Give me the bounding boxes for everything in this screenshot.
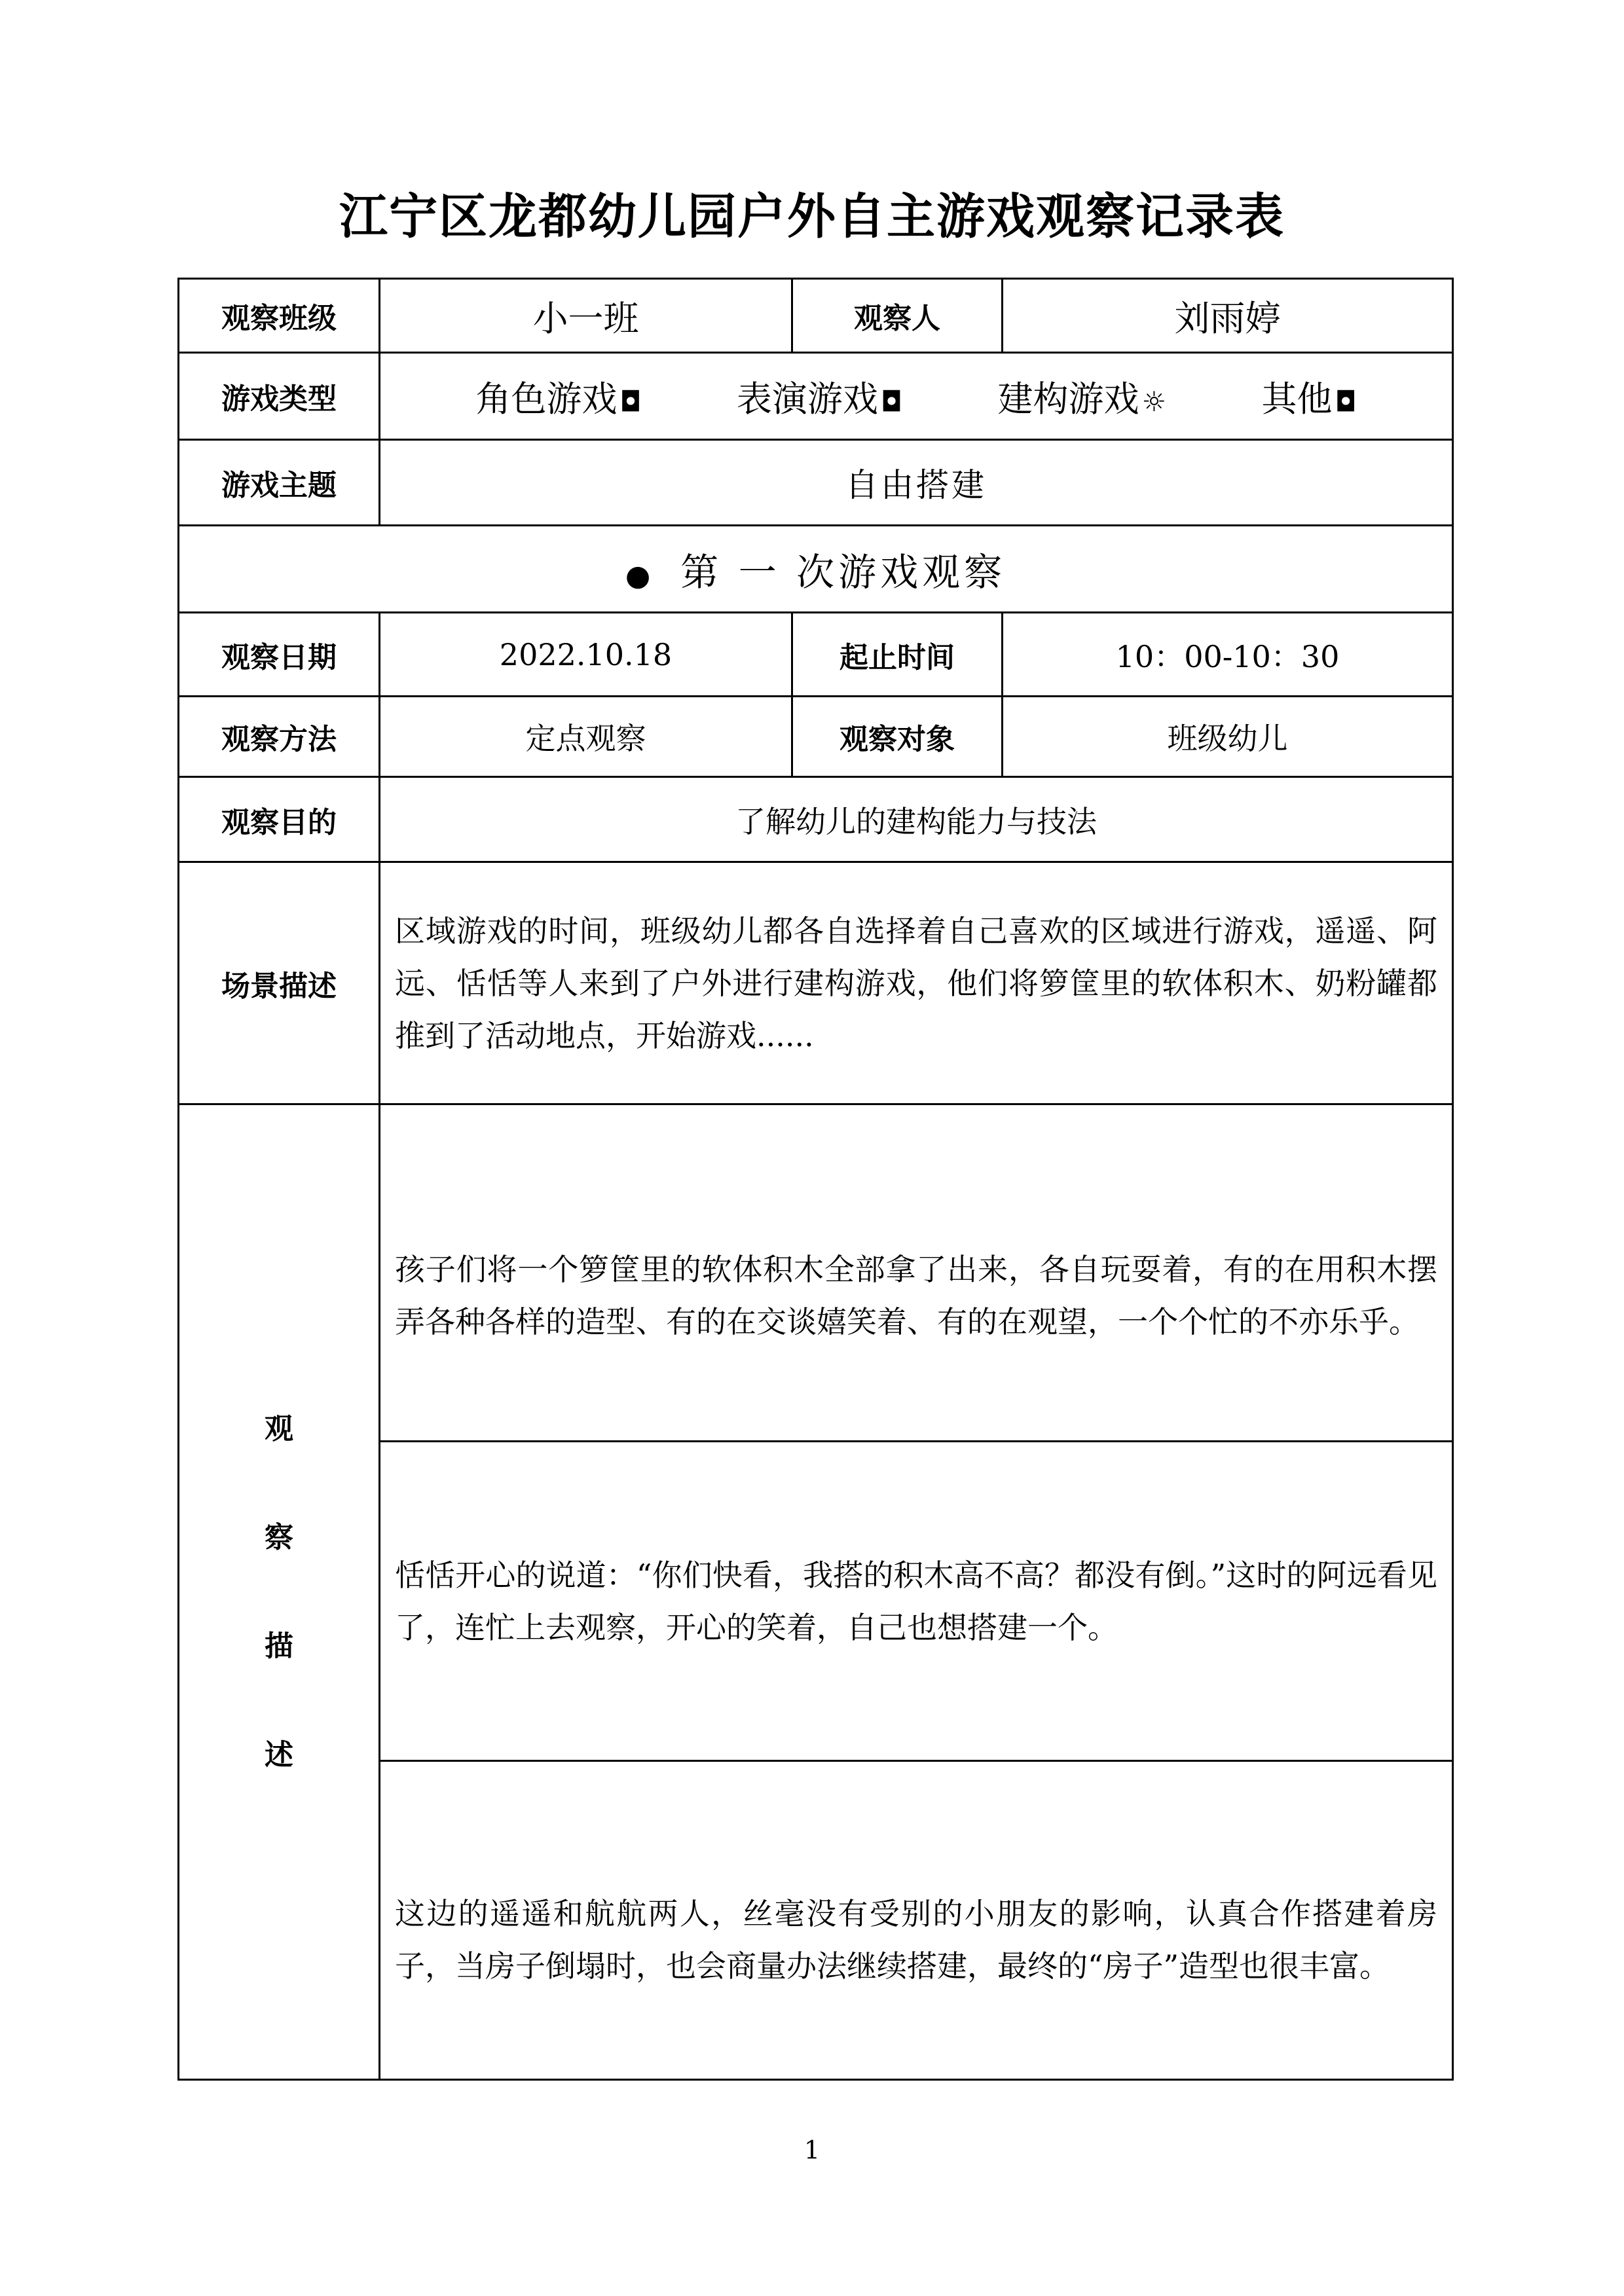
option-other: 其他◘ — [1261, 378, 1357, 420]
game-type-options — [380, 353, 1453, 440]
row-scene — [179, 862, 1453, 1104]
bullet-icon: ● — [625, 559, 655, 592]
observation-form — [177, 278, 1454, 2081]
checkbox-mark-icon: ◘ — [619, 385, 642, 418]
theme-label: 游戏主题 — [179, 440, 380, 526]
observation-label: 观 察 描 述 — [179, 1104, 380, 2080]
observation-paragraph-3: 这边的遥遥和航航两人，丝毫没有受别的小朋友的影响，认真合作搭建着房子，当房子倒塌时，也会商量办法继续搭建，最终的“房子”造型也很丰富。 — [380, 1761, 1453, 2080]
checkbox-mark-icon: ◘ — [1335, 385, 1357, 418]
row-date — [179, 613, 1453, 697]
date-value: 2022.10.18 — [380, 613, 792, 697]
time-label: 起止时间 — [792, 613, 1003, 697]
section-title: 第 一 次游戏观察 — [680, 550, 1006, 594]
time-value: 10：00-10：30 — [1003, 613, 1453, 697]
checkbox-mark-icon: ◘ — [880, 385, 903, 418]
row-purpose — [179, 777, 1453, 862]
row-game-type — [179, 353, 1453, 440]
option-construction: 建构游戏☼ — [997, 378, 1167, 420]
page-title: 江宁区龙都幼儿园户外自主游戏观察记录表 — [339, 189, 1285, 245]
date-label: 观察日期 — [179, 613, 380, 697]
method-value: 定点观察 — [380, 697, 792, 777]
class-label: 观察班级 — [179, 279, 380, 353]
observation-paragraph-1: 孩子们将一个箩筐里的软体积木全部拿了出来，各自玩耍着，有的在用积木摆弄各种各样的造型、有的在交谈嬉笑着、有的在观望，一个个忙的不亦乐乎。 — [380, 1104, 1453, 1442]
option-performance: 表演游戏◘ — [736, 378, 903, 420]
game-type-label: 游戏类型 — [179, 353, 380, 440]
row-class — [179, 279, 1453, 353]
method-label: 观察方法 — [179, 697, 380, 777]
scene-description: 区域游戏的时间，班级幼儿都各自选择着自己喜欢的区域进行游戏，遥遥、阿远、恬恬等人来到了户外进行建构游戏，他们将箩筐里的软体积木、奶粉罐都推到了活动地点，开始游戏...... — [380, 862, 1453, 1104]
option-role-play: 角色游戏◘ — [475, 378, 642, 420]
purpose-value: 了解幼儿的建构能力与技法 — [380, 777, 1453, 862]
row-theme — [179, 440, 1453, 526]
scene-label: 场景描述 — [179, 862, 380, 1104]
purpose-label: 观察目的 — [179, 777, 380, 862]
class-value: 小一班 — [380, 279, 792, 353]
row-observation-1 — [179, 1104, 1453, 1442]
theme-value: 自由搭建 — [380, 440, 1453, 526]
observer-label: 观察人 — [792, 279, 1003, 353]
sun-mark-icon: ☼ — [1141, 385, 1167, 418]
row-method — [179, 697, 1453, 777]
observer-value: 刘雨婷 — [1003, 279, 1453, 353]
page-number: 1 — [803, 2136, 821, 2164]
row-section-header — [179, 526, 1453, 613]
target-label: 观察对象 — [792, 697, 1003, 777]
target-value: 班级幼儿 — [1003, 697, 1453, 777]
section-header — [179, 526, 1453, 613]
observation-paragraph-2: 恬恬开心的说道：“你们快看，我搭的积木高不高？都没有倒。”这时的阿远看见了，连忙上去观察，开心的笑着，自己也想搭建一个。 — [380, 1442, 1453, 1761]
